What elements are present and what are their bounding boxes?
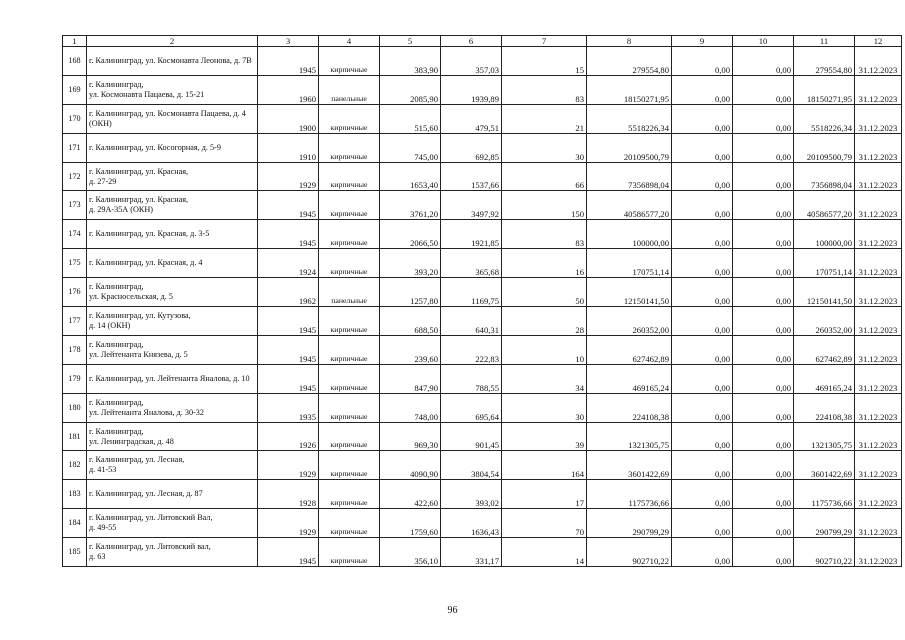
residents-cell: 83: [502, 75, 587, 104]
table-row: [63, 75, 902, 104]
year-built-cell: 1945: [258, 538, 319, 567]
residents-cell: 16: [502, 249, 587, 278]
residents-cell: 66: [502, 162, 587, 191]
address-cell: г. Калининград, ул. Космонавта Пацаева, д. 15-21: [87, 75, 258, 104]
year-built-cell: 1935: [258, 393, 319, 422]
column-header: 7: [502, 36, 587, 47]
living-area-cell: 1939,89: [441, 75, 502, 104]
total-area-cell: 1257,80: [380, 278, 441, 307]
residents-cell: 83: [502, 220, 587, 249]
cost-col-11-cell: 18150271,95: [794, 75, 855, 104]
deadline-date-cell: 31.12.2023: [855, 422, 902, 451]
wall-material-cell: кирпичные: [319, 307, 380, 336]
total-cost-cell: 627462,89: [587, 335, 672, 364]
cost-col-11-cell: 469165,24: [794, 364, 855, 393]
cost-col-9-cell: 0,00: [672, 249, 733, 278]
deadline-date-cell: 31.12.2023: [855, 162, 902, 191]
total-cost-cell: 290799,29: [587, 509, 672, 538]
cost-col-10-cell: 0,00: [733, 451, 794, 480]
table-row: [63, 393, 902, 422]
address-cell: г. Калининград, ул. Красная, д. 3-5: [87, 220, 258, 249]
total-area-cell: 2066,50: [380, 220, 441, 249]
column-header: 4: [319, 36, 380, 47]
total-cost-cell: 3601422,69: [587, 451, 672, 480]
living-area-cell: 3497,92: [441, 191, 502, 220]
living-area-cell: 1537,66: [441, 162, 502, 191]
cost-col-10-cell: 0,00: [733, 307, 794, 336]
cost-col-10-cell: 0,00: [733, 335, 794, 364]
wall-material-cell: панельные: [319, 278, 380, 307]
wall-material-cell: кирпичные: [319, 364, 380, 393]
row-number-cell: 172: [63, 162, 87, 191]
row-number-cell: 175: [63, 249, 87, 278]
total-cost-cell: 7356898,04: [587, 162, 672, 191]
total-cost-cell: 279554,80: [587, 47, 672, 76]
total-cost-cell: 260352,00: [587, 307, 672, 336]
living-area-cell: 365,68: [441, 249, 502, 278]
table-row: [63, 307, 902, 336]
cost-col-10-cell: 0,00: [733, 249, 794, 278]
living-area-cell: 331,17: [441, 538, 502, 567]
cost-col-9-cell: 0,00: [672, 335, 733, 364]
year-built-cell: 1945: [258, 220, 319, 249]
deadline-date-cell: 31.12.2023: [855, 133, 902, 162]
residents-cell: 150: [502, 191, 587, 220]
deadline-date-cell: 31.12.2023: [855, 104, 902, 133]
cost-col-10-cell: 0,00: [733, 393, 794, 422]
total-area-cell: 383,90: [380, 47, 441, 76]
cost-col-10-cell: 0,00: [733, 47, 794, 76]
column-header: 2: [87, 36, 258, 47]
cost-col-9-cell: 0,00: [672, 278, 733, 307]
address-cell: г. Калининград, ул. Лесная, д. 41-53: [87, 451, 258, 480]
cost-col-9-cell: 0,00: [672, 393, 733, 422]
living-area-cell: 1636,43: [441, 509, 502, 538]
cost-col-9-cell: 0,00: [672, 47, 733, 76]
table-row: [63, 364, 902, 393]
total-cost-cell: 12150141,50: [587, 278, 672, 307]
cost-col-9-cell: 0,00: [672, 364, 733, 393]
column-header: 1: [63, 36, 87, 47]
cost-col-9-cell: 0,00: [672, 220, 733, 249]
column-header: 9: [672, 36, 733, 47]
table-row: [63, 249, 902, 278]
total-area-cell: 1653,40: [380, 162, 441, 191]
living-area-cell: 393,02: [441, 480, 502, 509]
residents-cell: 39: [502, 422, 587, 451]
address-cell: г. Калининград, ул. Красная, д. 29А-35А (ОКН): [87, 191, 258, 220]
deadline-date-cell: 31.12.2023: [855, 47, 902, 76]
year-built-cell: 1945: [258, 307, 319, 336]
residents-cell: 30: [502, 133, 587, 162]
table-row: [63, 422, 902, 451]
address-cell: г. Калининград, ул. Кутузова, д. 14 (ОКН): [87, 307, 258, 336]
total-area-cell: 688,50: [380, 307, 441, 336]
total-cost-cell: 18150271,95: [587, 75, 672, 104]
residents-cell: 30: [502, 393, 587, 422]
cost-col-11-cell: 902710,22: [794, 538, 855, 567]
cost-col-9-cell: 0,00: [672, 538, 733, 567]
living-area-cell: 3804,54: [441, 451, 502, 480]
wall-material-cell: кирпичные: [319, 422, 380, 451]
total-cost-cell: 100000,00: [587, 220, 672, 249]
total-area-cell: 393,20: [380, 249, 441, 278]
cost-col-11-cell: 3601422,69: [794, 451, 855, 480]
total-area-cell: 422,60: [380, 480, 441, 509]
living-area-cell: 640,31: [441, 307, 502, 336]
deadline-date-cell: 31.12.2023: [855, 480, 902, 509]
address-cell: г. Калининград, ул. Косогорная, д. 5-9: [87, 133, 258, 162]
cost-col-11-cell: 100000,00: [794, 220, 855, 249]
row-number-cell: 174: [63, 220, 87, 249]
wall-material-cell: кирпичные: [319, 220, 380, 249]
deadline-date-cell: 31.12.2023: [855, 393, 902, 422]
wall-material-cell: кирпичные: [319, 451, 380, 480]
wall-material-cell: кирпичные: [319, 480, 380, 509]
residents-cell: 28: [502, 307, 587, 336]
row-number-cell: 176: [63, 278, 87, 307]
deadline-date-cell: 31.12.2023: [855, 451, 902, 480]
year-built-cell: 1929: [258, 162, 319, 191]
wall-material-cell: кирпичные: [319, 104, 380, 133]
address-cell: г. Калининград, ул. Лесная, д. 87: [87, 480, 258, 509]
cost-col-9-cell: 0,00: [672, 307, 733, 336]
cost-col-11-cell: 279554,80: [794, 47, 855, 76]
address-cell: г. Калининград, ул. Литовский вал, д. 63: [87, 538, 258, 567]
cost-col-9-cell: 0,00: [672, 480, 733, 509]
table-row: [63, 162, 902, 191]
cost-col-10-cell: 0,00: [733, 422, 794, 451]
year-built-cell: 1945: [258, 335, 319, 364]
total-area-cell: 748,00: [380, 393, 441, 422]
wall-material-cell: кирпичные: [319, 335, 380, 364]
wall-material-cell: панельные: [319, 75, 380, 104]
cost-col-10-cell: 0,00: [733, 191, 794, 220]
total-cost-cell: 902710,22: [587, 538, 672, 567]
address-cell: г. Калининград, ул. Космонавта Леонова, д. 7В: [87, 47, 258, 76]
table-row: [63, 47, 902, 76]
table-row: [63, 220, 902, 249]
wall-material-cell: кирпичные: [319, 133, 380, 162]
total-cost-cell: 1175736,66: [587, 480, 672, 509]
address-cell: г. Калининград, ул. Красная, д. 4: [87, 249, 258, 278]
address-cell: г. Калининград, ул. Ленинградская, д. 48: [87, 422, 258, 451]
cost-col-10-cell: 0,00: [733, 220, 794, 249]
year-built-cell: 1945: [258, 364, 319, 393]
wall-material-cell: кирпичные: [319, 47, 380, 76]
cost-col-11-cell: 20109500,79: [794, 133, 855, 162]
column-header: 6: [441, 36, 502, 47]
living-area-cell: 788,55: [441, 364, 502, 393]
row-number-cell: 181: [63, 422, 87, 451]
address-cell: г. Калининград, ул. Литовский Вал, д. 49-55: [87, 509, 258, 538]
table-row: [63, 133, 902, 162]
residents-cell: 15: [502, 47, 587, 76]
deadline-date-cell: 31.12.2023: [855, 191, 902, 220]
row-number-cell: 180: [63, 393, 87, 422]
wall-material-cell: кирпичные: [319, 162, 380, 191]
column-header: 3: [258, 36, 319, 47]
total-area-cell: 239,60: [380, 335, 441, 364]
deadline-date-cell: 31.12.2023: [855, 220, 902, 249]
address-cell: г. Калининград, ул. Космонавта Пацаева, д. 4 (ОКН): [87, 104, 258, 133]
residents-cell: 164: [502, 451, 587, 480]
residents-cell: 10: [502, 335, 587, 364]
table-row: [63, 191, 902, 220]
cost-col-9-cell: 0,00: [672, 133, 733, 162]
living-area-cell: 692,85: [441, 133, 502, 162]
housing-table: [62, 35, 902, 567]
cost-col-11-cell: 290799,29: [794, 509, 855, 538]
table-body: [63, 47, 902, 567]
residents-cell: 70: [502, 509, 587, 538]
cost-col-9-cell: 0,00: [672, 422, 733, 451]
year-built-cell: 1929: [258, 451, 319, 480]
wall-material-cell: кирпичные: [319, 249, 380, 278]
total-area-cell: 969,30: [380, 422, 441, 451]
year-built-cell: 1960: [258, 75, 319, 104]
cost-col-10-cell: 0,00: [733, 480, 794, 509]
residents-cell: 14: [502, 538, 587, 567]
table-row: [63, 509, 902, 538]
deadline-date-cell: 31.12.2023: [855, 307, 902, 336]
total-area-cell: 1759,60: [380, 509, 441, 538]
residents-cell: 50: [502, 278, 587, 307]
cost-col-9-cell: 0,00: [672, 191, 733, 220]
row-number-cell: 183: [63, 480, 87, 509]
residents-cell: 34: [502, 364, 587, 393]
total-cost-cell: 224108,38: [587, 393, 672, 422]
total-area-cell: 745,00: [380, 133, 441, 162]
row-number-cell: 168: [63, 47, 87, 76]
year-built-cell: 1962: [258, 278, 319, 307]
total-area-cell: 2085,90: [380, 75, 441, 104]
address-cell: г. Калининград, ул. Красносельская, д. 5: [87, 278, 258, 307]
cost-col-11-cell: 1321305,75: [794, 422, 855, 451]
deadline-date-cell: 31.12.2023: [855, 75, 902, 104]
row-number-cell: 170: [63, 104, 87, 133]
column-header: 11: [794, 36, 855, 47]
total-cost-cell: 20109500,79: [587, 133, 672, 162]
cost-col-11-cell: 170751,14: [794, 249, 855, 278]
total-cost-cell: 5518226,34: [587, 104, 672, 133]
row-number-cell: 182: [63, 451, 87, 480]
total-cost-cell: 170751,14: [587, 249, 672, 278]
table-row: [63, 278, 902, 307]
year-built-cell: 1900: [258, 104, 319, 133]
address-cell: г. Калининград, ул. Лейтенанта Яналова, д. 10: [87, 364, 258, 393]
cost-col-10-cell: 0,00: [733, 278, 794, 307]
deadline-date-cell: 31.12.2023: [855, 538, 902, 567]
row-number-cell: 179: [63, 364, 87, 393]
row-number-cell: 177: [63, 307, 87, 336]
cost-col-10-cell: 0,00: [733, 162, 794, 191]
total-area-cell: 3761,20: [380, 191, 441, 220]
year-built-cell: 1926: [258, 422, 319, 451]
total-cost-cell: 1321305,75: [587, 422, 672, 451]
cost-col-9-cell: 0,00: [672, 451, 733, 480]
cost-col-9-cell: 0,00: [672, 509, 733, 538]
row-number-cell: 184: [63, 509, 87, 538]
deadline-date-cell: 31.12.2023: [855, 249, 902, 278]
living-area-cell: 479,51: [441, 104, 502, 133]
total-cost-cell: 40586577,20: [587, 191, 672, 220]
wall-material-cell: кирпичные: [319, 538, 380, 567]
cost-col-10-cell: 0,00: [733, 133, 794, 162]
year-built-cell: 1929: [258, 509, 319, 538]
living-area-cell: 695,64: [441, 393, 502, 422]
column-header: 10: [733, 36, 794, 47]
wall-material-cell: кирпичные: [319, 509, 380, 538]
living-area-cell: 901,45: [441, 422, 502, 451]
cost-col-11-cell: 260352,00: [794, 307, 855, 336]
total-area-cell: 356,10: [380, 538, 441, 567]
residents-cell: 17: [502, 480, 587, 509]
table-row: [63, 480, 902, 509]
row-number-cell: 173: [63, 191, 87, 220]
year-built-cell: 1945: [258, 191, 319, 220]
deadline-date-cell: 31.12.2023: [855, 364, 902, 393]
living-area-cell: 357,03: [441, 47, 502, 76]
cost-col-11-cell: 1175736,66: [794, 480, 855, 509]
cost-col-10-cell: 0,00: [733, 509, 794, 538]
address-cell: г. Калининград, ул. Красная, д. 27-29: [87, 162, 258, 191]
table-row: [63, 538, 902, 567]
page-number: 96: [447, 605, 458, 616]
cost-col-9-cell: 0,00: [672, 75, 733, 104]
header-row: [63, 36, 902, 47]
column-header: 8: [587, 36, 672, 47]
cost-col-10-cell: 0,00: [733, 538, 794, 567]
table-row: [63, 451, 902, 480]
table-row: [63, 335, 902, 364]
cost-col-11-cell: 40586577,20: [794, 191, 855, 220]
row-number-cell: 185: [63, 538, 87, 567]
column-header: 12: [855, 36, 902, 47]
table-row: [63, 104, 902, 133]
total-area-cell: 4090,90: [380, 451, 441, 480]
total-cost-cell: 469165,24: [587, 364, 672, 393]
deadline-date-cell: 31.12.2023: [855, 509, 902, 538]
row-number-cell: 171: [63, 133, 87, 162]
year-built-cell: 1945: [258, 47, 319, 76]
year-built-cell: 1924: [258, 249, 319, 278]
cost-col-11-cell: 224108,38: [794, 393, 855, 422]
wall-material-cell: кирпичные: [319, 191, 380, 220]
residents-cell: 21: [502, 104, 587, 133]
living-area-cell: 1169,75: [441, 278, 502, 307]
total-area-cell: 847,90: [380, 364, 441, 393]
cost-col-11-cell: 12150141,50: [794, 278, 855, 307]
cost-col-10-cell: 0,00: [733, 104, 794, 133]
cost-col-11-cell: 627462,89: [794, 335, 855, 364]
wall-material-cell: кирпичные: [319, 393, 380, 422]
cost-col-11-cell: 7356898,04: [794, 162, 855, 191]
row-number-cell: 169: [63, 75, 87, 104]
address-cell: г. Калининград, ул. Лейтенанта Князева, д. 5: [87, 335, 258, 364]
column-header: 5: [380, 36, 441, 47]
address-cell: г. Калининград, ул. Лейтенанта Яналова, д. 30-32: [87, 393, 258, 422]
cost-col-9-cell: 0,00: [672, 162, 733, 191]
row-number-cell: 178: [63, 335, 87, 364]
living-area-cell: 222,83: [441, 335, 502, 364]
cost-col-10-cell: 0,00: [733, 75, 794, 104]
total-area-cell: 515,60: [380, 104, 441, 133]
cost-col-11-cell: 5518226,34: [794, 104, 855, 133]
deadline-date-cell: 31.12.2023: [855, 278, 902, 307]
year-built-cell: 1910: [258, 133, 319, 162]
deadline-date-cell: 31.12.2023: [855, 335, 902, 364]
living-area-cell: 1921,85: [441, 220, 502, 249]
cost-col-10-cell: 0,00: [733, 364, 794, 393]
year-built-cell: 1928: [258, 480, 319, 509]
cost-col-9-cell: 0,00: [672, 104, 733, 133]
